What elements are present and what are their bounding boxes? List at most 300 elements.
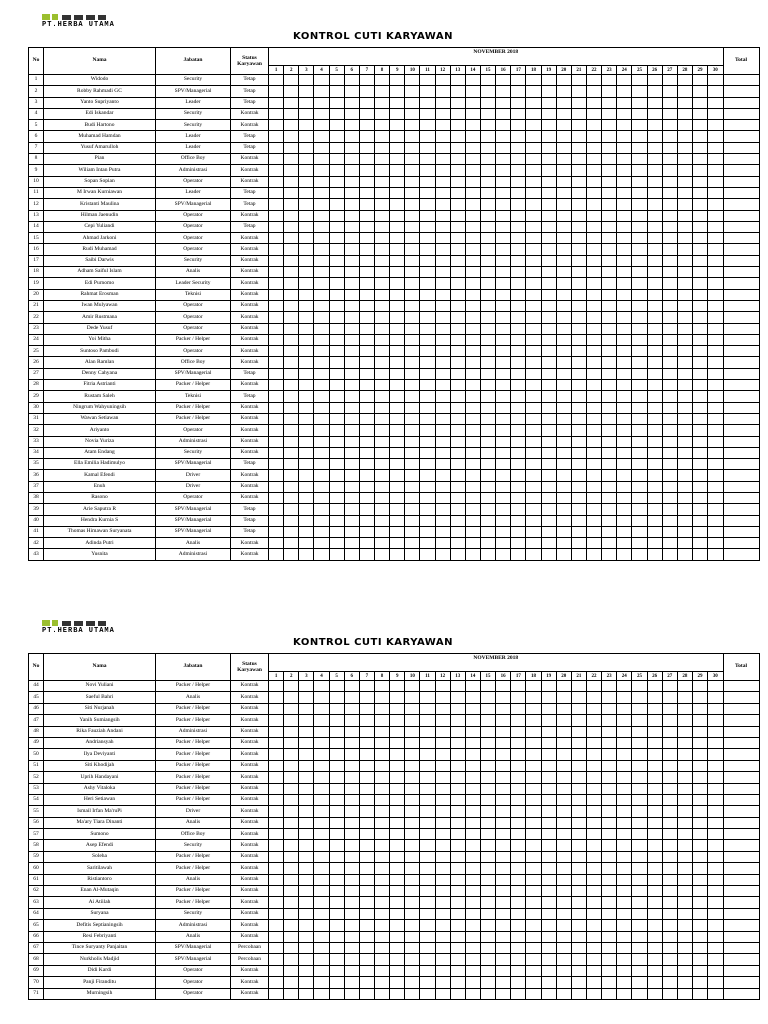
day-cell[interactable] [571, 897, 586, 908]
day-cell[interactable] [450, 783, 465, 794]
day-cell[interactable] [465, 515, 480, 526]
day-cell[interactable] [284, 772, 299, 783]
day-cell[interactable] [662, 244, 677, 255]
day-cell[interactable] [435, 549, 450, 560]
day-cell[interactable] [284, 726, 299, 737]
day-cell[interactable] [269, 267, 284, 278]
day-cell[interactable] [496, 267, 511, 278]
day-cell[interactable] [677, 391, 692, 402]
day-cell[interactable] [450, 289, 465, 300]
day-cell[interactable] [299, 75, 314, 86]
day-cell[interactable] [602, 829, 617, 840]
day-cell[interactable] [269, 908, 284, 919]
day-cell[interactable] [359, 874, 374, 885]
day-cell[interactable] [511, 75, 526, 86]
day-cell[interactable] [556, 874, 571, 885]
day-cell[interactable] [359, 829, 374, 840]
day-cell[interactable] [374, 221, 389, 232]
day-cell[interactable] [677, 874, 692, 885]
day-cell[interactable] [647, 120, 662, 131]
day-cell[interactable] [329, 165, 344, 176]
day-cell[interactable] [496, 346, 511, 357]
day-cell[interactable] [269, 187, 284, 198]
day-cell[interactable] [314, 703, 329, 714]
day-cell[interactable] [344, 977, 359, 988]
day-cell[interactable] [314, 131, 329, 142]
day-cell[interactable] [677, 897, 692, 908]
day-cell[interactable] [329, 267, 344, 278]
day-cell[interactable] [450, 187, 465, 198]
day-cell[interactable] [662, 334, 677, 345]
day-cell[interactable] [617, 829, 632, 840]
day-cell[interactable] [571, 425, 586, 436]
day-cell[interactable] [526, 504, 541, 515]
day-cell[interactable] [450, 703, 465, 714]
day-cell[interactable] [390, 108, 405, 119]
day-cell[interactable] [708, 794, 723, 805]
day-cell[interactable] [692, 255, 707, 266]
day-cell[interactable] [420, 131, 435, 142]
day-cell[interactable] [269, 323, 284, 334]
day-cell[interactable] [344, 760, 359, 771]
day-cell[interactable] [677, 760, 692, 771]
day-cell[interactable] [299, 737, 314, 748]
day-cell[interactable] [602, 840, 617, 851]
day-cell[interactable] [374, 794, 389, 805]
day-cell[interactable] [374, 692, 389, 703]
day-cell[interactable] [359, 897, 374, 908]
day-cell[interactable] [496, 851, 511, 862]
day-cell[interactable] [556, 481, 571, 492]
day-cell[interactable] [511, 131, 526, 142]
day-cell[interactable] [541, 772, 556, 783]
day-cell[interactable] [420, 942, 435, 953]
day-cell[interactable] [692, 772, 707, 783]
day-cell[interactable] [269, 300, 284, 311]
day-cell[interactable] [269, 851, 284, 862]
day-cell[interactable] [511, 413, 526, 424]
day-cell[interactable] [677, 931, 692, 942]
day-cell[interactable] [647, 346, 662, 357]
day-cell[interactable] [450, 897, 465, 908]
day-cell[interactable] [677, 233, 692, 244]
day-cell[interactable] [617, 210, 632, 221]
day-cell[interactable] [450, 368, 465, 379]
day-cell[interactable] [374, 954, 389, 965]
day-cell[interactable] [329, 289, 344, 300]
day-cell[interactable] [359, 726, 374, 737]
day-cell[interactable] [299, 931, 314, 942]
total-cell[interactable] [723, 470, 759, 481]
day-cell[interactable] [329, 312, 344, 323]
day-cell[interactable] [708, 908, 723, 919]
day-cell[interactable] [359, 402, 374, 413]
day-cell[interactable] [571, 760, 586, 771]
day-cell[interactable] [435, 806, 450, 817]
day-cell[interactable] [647, 380, 662, 391]
day-cell[interactable] [359, 233, 374, 244]
day-cell[interactable] [586, 97, 601, 108]
day-cell[interactable] [617, 794, 632, 805]
day-cell[interactable] [571, 312, 586, 323]
day-cell[interactable] [632, 504, 647, 515]
day-cell[interactable] [284, 794, 299, 805]
day-cell[interactable] [586, 840, 601, 851]
day-cell[interactable] [374, 312, 389, 323]
day-cell[interactable] [435, 447, 450, 458]
day-cell[interactable] [511, 312, 526, 323]
day-cell[interactable] [314, 402, 329, 413]
day-cell[interactable] [269, 920, 284, 931]
day-cell[interactable] [677, 988, 692, 999]
day-cell[interactable] [511, 783, 526, 794]
day-cell[interactable] [359, 481, 374, 492]
day-cell[interactable] [284, 323, 299, 334]
day-cell[interactable] [708, 715, 723, 726]
day-cell[interactable] [496, 692, 511, 703]
day-cell[interactable] [708, 783, 723, 794]
day-cell[interactable] [405, 942, 420, 953]
day-cell[interactable] [405, 436, 420, 447]
day-cell[interactable] [480, 908, 495, 919]
day-cell[interactable] [435, 851, 450, 862]
day-cell[interactable] [541, 549, 556, 560]
day-cell[interactable] [465, 851, 480, 862]
day-cell[interactable] [526, 391, 541, 402]
day-cell[interactable] [602, 942, 617, 953]
day-cell[interactable] [465, 267, 480, 278]
day-cell[interactable] [662, 368, 677, 379]
day-cell[interactable] [405, 692, 420, 703]
day-cell[interactable] [586, 436, 601, 447]
day-cell[interactable] [269, 492, 284, 503]
day-cell[interactable] [541, 726, 556, 737]
day-cell[interactable] [526, 977, 541, 988]
day-cell[interactable] [269, 142, 284, 153]
day-cell[interactable] [632, 760, 647, 771]
day-cell[interactable] [632, 425, 647, 436]
day-cell[interactable] [284, 515, 299, 526]
day-cell[interactable] [496, 323, 511, 334]
day-cell[interactable] [586, 154, 601, 165]
day-cell[interactable] [586, 504, 601, 515]
day-cell[interactable] [496, 829, 511, 840]
day-cell[interactable] [571, 829, 586, 840]
day-cell[interactable] [526, 300, 541, 311]
day-cell[interactable] [390, 176, 405, 187]
day-cell[interactable] [617, 75, 632, 86]
day-cell[interactable] [405, 142, 420, 153]
day-cell[interactable] [314, 334, 329, 345]
day-cell[interactable] [269, 874, 284, 885]
day-cell[interactable] [344, 470, 359, 481]
day-cell[interactable] [284, 436, 299, 447]
day-cell[interactable] [390, 515, 405, 526]
day-cell[interactable] [480, 749, 495, 760]
day-cell[interactable] [359, 447, 374, 458]
day-cell[interactable] [571, 86, 586, 97]
day-cell[interactable] [344, 931, 359, 942]
day-cell[interactable] [480, 86, 495, 97]
day-cell[interactable] [284, 131, 299, 142]
day-cell[interactable] [344, 120, 359, 131]
day-cell[interactable] [435, 726, 450, 737]
day-cell[interactable] [632, 391, 647, 402]
day-cell[interactable] [420, 357, 435, 368]
day-cell[interactable] [692, 526, 707, 537]
day-cell[interactable] [541, 142, 556, 153]
day-cell[interactable] [465, 346, 480, 357]
day-cell[interactable] [496, 380, 511, 391]
day-cell[interactable] [692, 334, 707, 345]
day-cell[interactable] [602, 526, 617, 537]
day-cell[interactable] [647, 413, 662, 424]
day-cell[interactable] [541, 681, 556, 692]
day-cell[interactable] [662, 920, 677, 931]
day-cell[interactable] [541, 988, 556, 999]
day-cell[interactable] [435, 300, 450, 311]
day-cell[interactable] [450, 75, 465, 86]
day-cell[interactable] [708, 334, 723, 345]
day-cell[interactable] [344, 312, 359, 323]
day-cell[interactable] [344, 154, 359, 165]
day-cell[interactable] [480, 760, 495, 771]
day-cell[interactable] [390, 86, 405, 97]
day-cell[interactable] [526, 806, 541, 817]
day-cell[interactable] [692, 492, 707, 503]
day-cell[interactable] [556, 97, 571, 108]
total-cell[interactable] [723, 749, 759, 760]
day-cell[interactable] [662, 154, 677, 165]
day-cell[interactable] [450, 965, 465, 976]
day-cell[interactable] [374, 165, 389, 176]
day-cell[interactable] [465, 97, 480, 108]
day-cell[interactable] [692, 402, 707, 413]
day-cell[interactable] [677, 120, 692, 131]
day-cell[interactable] [526, 199, 541, 210]
day-cell[interactable] [405, 334, 420, 345]
day-cell[interactable] [269, 233, 284, 244]
day-cell[interactable] [269, 817, 284, 828]
day-cell[interactable] [374, 255, 389, 266]
day-cell[interactable] [450, 300, 465, 311]
day-cell[interactable] [602, 737, 617, 748]
day-cell[interactable] [692, 749, 707, 760]
day-cell[interactable] [359, 977, 374, 988]
day-cell[interactable] [344, 334, 359, 345]
day-cell[interactable] [647, 703, 662, 714]
total-cell[interactable] [723, 323, 759, 334]
day-cell[interactable] [299, 86, 314, 97]
day-cell[interactable] [405, 278, 420, 289]
day-cell[interactable] [677, 199, 692, 210]
day-cell[interactable] [632, 863, 647, 874]
day-cell[interactable] [511, 526, 526, 537]
day-cell[interactable] [556, 829, 571, 840]
day-cell[interactable] [662, 977, 677, 988]
day-cell[interactable] [602, 749, 617, 760]
day-cell[interactable] [284, 681, 299, 692]
day-cell[interactable] [344, 221, 359, 232]
day-cell[interactable] [541, 199, 556, 210]
day-cell[interactable] [284, 267, 299, 278]
day-cell[interactable] [556, 806, 571, 817]
day-cell[interactable] [511, 897, 526, 908]
day-cell[interactable] [450, 817, 465, 828]
day-cell[interactable] [405, 829, 420, 840]
day-cell[interactable] [602, 703, 617, 714]
day-cell[interactable] [617, 323, 632, 334]
day-cell[interactable] [314, 772, 329, 783]
day-cell[interactable] [617, 737, 632, 748]
day-cell[interactable] [692, 851, 707, 862]
day-cell[interactable] [390, 504, 405, 515]
day-cell[interactable] [390, 897, 405, 908]
day-cell[interactable] [374, 300, 389, 311]
day-cell[interactable] [526, 829, 541, 840]
day-cell[interactable] [662, 794, 677, 805]
day-cell[interactable] [556, 334, 571, 345]
day-cell[interactable] [647, 840, 662, 851]
day-cell[interactable] [465, 425, 480, 436]
day-cell[interactable] [435, 794, 450, 805]
day-cell[interactable] [511, 920, 526, 931]
day-cell[interactable] [405, 187, 420, 198]
day-cell[interactable] [435, 470, 450, 481]
day-cell[interactable] [556, 840, 571, 851]
day-cell[interactable] [647, 681, 662, 692]
day-cell[interactable] [344, 131, 359, 142]
day-cell[interactable] [284, 829, 299, 840]
day-cell[interactable] [299, 840, 314, 851]
day-cell[interactable] [374, 402, 389, 413]
day-cell[interactable] [526, 86, 541, 97]
day-cell[interactable] [344, 346, 359, 357]
day-cell[interactable] [284, 749, 299, 760]
day-cell[interactable] [314, 255, 329, 266]
day-cell[interactable] [541, 794, 556, 805]
day-cell[interactable] [465, 278, 480, 289]
day-cell[interactable] [359, 806, 374, 817]
day-cell[interactable] [511, 908, 526, 919]
day-cell[interactable] [511, 447, 526, 458]
day-cell[interactable] [299, 920, 314, 931]
day-cell[interactable] [602, 726, 617, 737]
day-cell[interactable] [496, 199, 511, 210]
total-cell[interactable] [723, 549, 759, 560]
day-cell[interactable] [344, 874, 359, 885]
day-cell[interactable] [617, 703, 632, 714]
day-cell[interactable] [632, 459, 647, 470]
day-cell[interactable] [692, 187, 707, 198]
day-cell[interactable] [662, 515, 677, 526]
day-cell[interactable] [556, 515, 571, 526]
day-cell[interactable] [435, 334, 450, 345]
day-cell[interactable] [480, 737, 495, 748]
day-cell[interactable] [329, 783, 344, 794]
day-cell[interactable] [692, 954, 707, 965]
day-cell[interactable] [632, 492, 647, 503]
day-cell[interactable] [586, 942, 601, 953]
day-cell[interactable] [632, 278, 647, 289]
day-cell[interactable] [586, 817, 601, 828]
day-cell[interactable] [647, 244, 662, 255]
day-cell[interactable] [405, 75, 420, 86]
day-cell[interactable] [284, 187, 299, 198]
day-cell[interactable] [420, 346, 435, 357]
day-cell[interactable] [390, 323, 405, 334]
day-cell[interactable] [632, 210, 647, 221]
day-cell[interactable] [420, 233, 435, 244]
day-cell[interactable] [344, 504, 359, 515]
day-cell[interactable] [420, 692, 435, 703]
day-cell[interactable] [314, 920, 329, 931]
day-cell[interactable] [299, 108, 314, 119]
day-cell[interactable] [284, 154, 299, 165]
day-cell[interactable] [526, 312, 541, 323]
day-cell[interactable] [511, 334, 526, 345]
day-cell[interactable] [602, 886, 617, 897]
day-cell[interactable] [420, 954, 435, 965]
day-cell[interactable] [480, 874, 495, 885]
day-cell[interactable] [359, 538, 374, 549]
day-cell[interactable] [526, 954, 541, 965]
day-cell[interactable] [344, 244, 359, 255]
day-cell[interactable] [708, 954, 723, 965]
day-cell[interactable] [284, 346, 299, 357]
day-cell[interactable] [496, 897, 511, 908]
day-cell[interactable] [511, 726, 526, 737]
day-cell[interactable] [314, 749, 329, 760]
day-cell[interactable] [344, 863, 359, 874]
day-cell[interactable] [677, 436, 692, 447]
day-cell[interactable] [374, 538, 389, 549]
day-cell[interactable] [329, 255, 344, 266]
day-cell[interactable] [662, 538, 677, 549]
day-cell[interactable] [632, 312, 647, 323]
day-cell[interactable] [526, 120, 541, 131]
day-cell[interactable] [359, 851, 374, 862]
day-cell[interactable] [284, 538, 299, 549]
total-cell[interactable] [723, 920, 759, 931]
day-cell[interactable] [450, 692, 465, 703]
day-cell[interactable] [511, 760, 526, 771]
day-cell[interactable] [556, 391, 571, 402]
day-cell[interactable] [602, 131, 617, 142]
day-cell[interactable] [329, 920, 344, 931]
day-cell[interactable] [632, 447, 647, 458]
day-cell[interactable] [284, 886, 299, 897]
day-cell[interactable] [541, 289, 556, 300]
day-cell[interactable] [374, 357, 389, 368]
day-cell[interactable] [269, 760, 284, 771]
day-cell[interactable] [708, 199, 723, 210]
day-cell[interactable] [708, 131, 723, 142]
day-cell[interactable] [692, 323, 707, 334]
day-cell[interactable] [602, 977, 617, 988]
day-cell[interactable] [617, 459, 632, 470]
day-cell[interactable] [405, 737, 420, 748]
day-cell[interactable] [480, 312, 495, 323]
day-cell[interactable] [526, 97, 541, 108]
day-cell[interactable] [556, 851, 571, 862]
day-cell[interactable] [541, 323, 556, 334]
day-cell[interactable] [526, 749, 541, 760]
day-cell[interactable] [314, 289, 329, 300]
day-cell[interactable] [602, 368, 617, 379]
day-cell[interactable] [269, 715, 284, 726]
day-cell[interactable] [541, 75, 556, 86]
